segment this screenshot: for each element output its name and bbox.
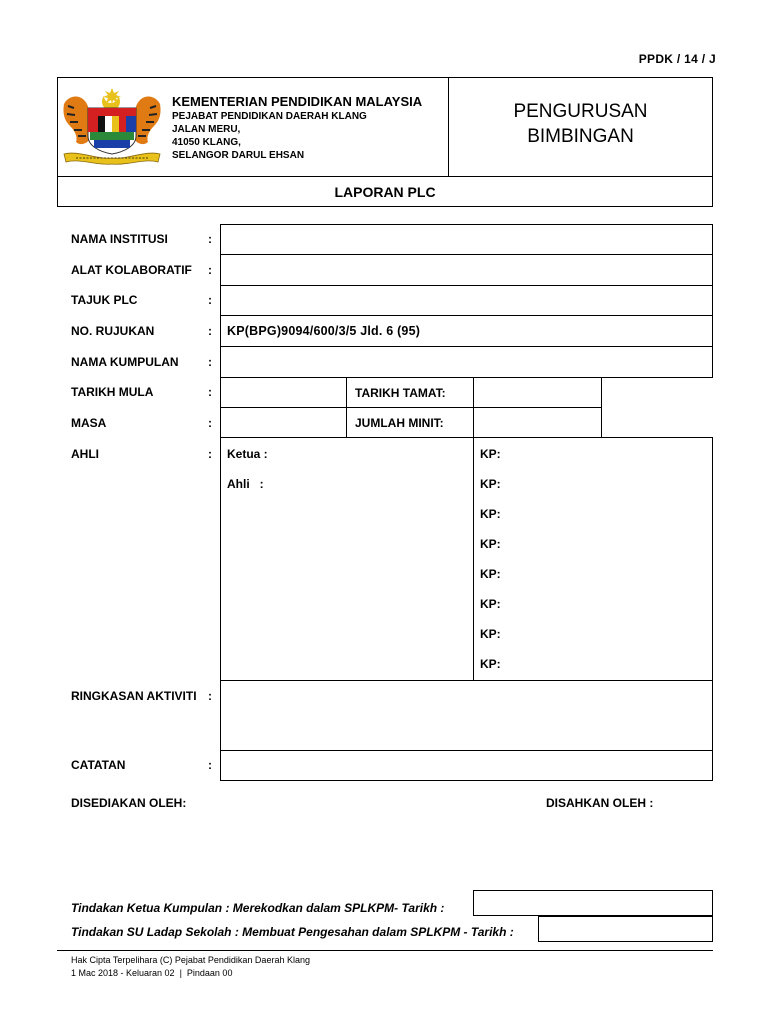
kp-label: KP:	[480, 567, 501, 581]
colon: :	[208, 689, 212, 703]
members-kp-field[interactable]	[473, 437, 713, 681]
ketua-label: Ketua :	[227, 447, 268, 461]
footer-divider	[57, 950, 713, 951]
tarikh-mula-field[interactable]	[220, 377, 347, 408]
colon: :	[208, 263, 212, 277]
ketua-action-text: Tindakan Ketua Kumpulan : Merekodkan dalam SPLKPM- Tarikh :	[71, 901, 445, 915]
unit-name-line-1: PENGURUSAN	[513, 101, 648, 122]
approved-by-label: DISAHKAN OLEH :	[546, 796, 654, 810]
catatan-field[interactable]	[220, 750, 713, 781]
colon: :	[208, 758, 212, 772]
tarikh-tamat-label-cell	[346, 377, 474, 408]
masa-label: MASA	[71, 416, 107, 430]
ringkasan-aktiviti-field[interactable]	[220, 680, 713, 751]
nama-institusi-label: NAMA INSTITUSI	[71, 232, 168, 246]
tarikh-tamat-field[interactable]	[473, 377, 602, 408]
address-line-3: 41050 KLANG,	[172, 137, 241, 148]
kp-label: KP:	[480, 597, 501, 611]
nama-kumpulan-label: NAMA KUMPULAN	[71, 355, 179, 369]
kp-label: KP:	[480, 657, 501, 671]
kp-label: KP:	[480, 447, 501, 461]
copyright-text: Hak Cipta Terpelihara (C) Pejabat Pendidikan Daerah Klang	[71, 955, 310, 965]
address-line-1: PEJABAT PENDIDIKAN DAERAH KLANG	[172, 111, 367, 122]
form-title: LAPORAN PLC	[334, 184, 436, 200]
kp-label: KP:	[480, 477, 501, 491]
colon: :	[208, 232, 212, 246]
no-rujukan-value: KP(BPG)9094/600/3/5 Jld. 6 (95)	[227, 324, 421, 338]
colon: :	[208, 385, 212, 399]
alat-kolaboratif-field[interactable]	[220, 254, 713, 286]
version-text: 1 Mac 2018 - Keluaran 02 | Pindaan 00	[71, 968, 233, 978]
alat-kolaboratif-label: ALAT KOLABORATIF	[71, 263, 192, 277]
header-divider	[57, 176, 713, 177]
masa-field[interactable]	[220, 407, 347, 438]
ketua-action-date-field[interactable]	[473, 890, 713, 916]
colon: :	[208, 416, 212, 430]
ministry-name: KEMENTERIAN PENDIDIKAN MALAYSIA	[172, 94, 423, 109]
su-action-date-field[interactable]	[538, 916, 713, 942]
tajuk-plc-field[interactable]	[220, 285, 713, 316]
address-line-4: SELANGOR DARUL EHSAN	[172, 150, 305, 161]
colon: :	[208, 447, 212, 461]
unit-name	[449, 99, 712, 149]
nama-institusi-field[interactable]	[220, 224, 713, 255]
su-action-text: Tindakan SU Ladap Sekolah : Membuat Pengesahan dalam SPLKPM - Tarikh :	[71, 925, 514, 939]
ringkasan-aktiviti-label: RINGKASAN AKTIVITI	[71, 689, 197, 703]
no-rujukan-field[interactable]	[220, 315, 713, 347]
kp-label: KP:	[480, 507, 501, 521]
members-name-field[interactable]	[220, 437, 474, 681]
tarikh-mula-label: TARIKH MULA	[71, 385, 154, 399]
tarikh-tamat-label: TARIKH TAMAT:	[355, 386, 446, 400]
jumlah-minit-label: JUMLAH MINIT:	[355, 416, 444, 430]
address-line-2: JALAN MERU,	[172, 124, 241, 135]
colon: :	[208, 293, 212, 307]
malaysia-coat-of-arms-icon	[58, 86, 166, 168]
document-reference: PPDK / 14 / J	[638, 52, 716, 66]
kp-label: KP:	[480, 627, 501, 641]
no-rujukan-label: NO. RUJUKAN	[71, 324, 155, 338]
prepared-by-label: DISEDIAKAN OLEH:	[71, 796, 187, 810]
colon: :	[208, 324, 212, 338]
nama-kumpulan-field[interactable]	[220, 346, 713, 378]
jumlah-minit-field[interactable]	[473, 407, 602, 438]
ahli-members-label: Ahli :	[227, 477, 264, 491]
kp-label: KP:	[480, 537, 501, 551]
colon: :	[208, 355, 212, 369]
jumlah-minit-label-cell	[346, 407, 474, 438]
tajuk-plc-label: TAJUK PLC	[71, 293, 138, 307]
ahli-label: AHLI	[71, 447, 99, 461]
unit-name-line-2: BIMBINGAN	[527, 126, 634, 147]
catatan-label: CATATAN	[71, 758, 126, 772]
